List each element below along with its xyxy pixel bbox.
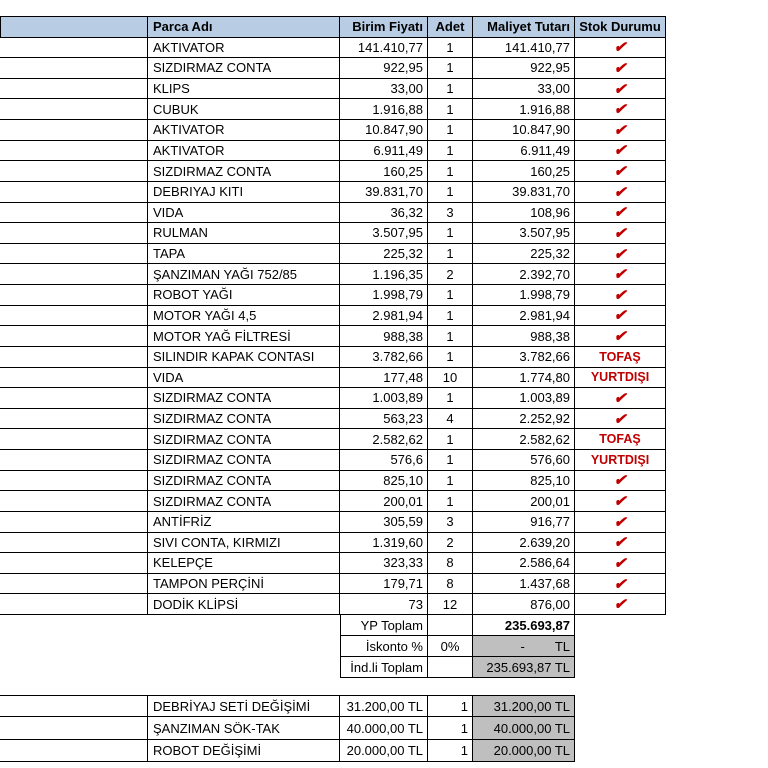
labor-quantity-cell[interactable]: 1 — [428, 695, 473, 717]
cost-total-cell[interactable]: 1.916,88 — [473, 99, 575, 120]
stock-status-cell[interactable]: ✔ — [575, 141, 666, 162]
labor-row — [0, 695, 576, 717]
part-name-cell[interactable]: SILINDIR KAPAK CONTASI — [148, 347, 340, 368]
row-empty-cell[interactable] — [0, 38, 148, 59]
stock-status-cell[interactable]: ✔ — [575, 594, 666, 615]
unit-price-cell[interactable]: 177,48 — [340, 368, 428, 389]
summary-row-iskonto — [340, 636, 576, 657]
row-empty-cell[interactable] — [0, 450, 148, 471]
row-empty-cell[interactable] — [0, 99, 148, 120]
row-empty-cell[interactable] — [0, 306, 148, 327]
stock-status-cell[interactable]: ✔ — [575, 203, 666, 224]
unit-price-cell[interactable]: 2.582,62 — [340, 429, 428, 450]
row-empty-cell[interactable] — [0, 409, 148, 430]
stock-status-cell[interactable]: ✔ — [575, 120, 666, 141]
summary-row-indli-toplam — [340, 657, 576, 678]
quantity-cell[interactable]: 3 — [428, 512, 473, 533]
cost-total-cell[interactable]: 200,01 — [473, 491, 575, 512]
quantity-cell[interactable]: 1 — [428, 79, 473, 100]
table-row — [0, 79, 666, 100]
unit-price-cell[interactable]: 1.998,79 — [340, 285, 428, 306]
table-row — [0, 38, 666, 59]
row-empty-cell[interactable] — [0, 326, 148, 347]
part-name-cell[interactable]: TAMPON PERÇİNİ — [148, 574, 340, 595]
unit-price-cell[interactable]: 3.782,66 — [340, 347, 428, 368]
yp-toplam-value[interactable]: 235.693,87 — [473, 615, 575, 636]
stock-status-cell[interactable]: ✔ — [575, 491, 666, 512]
quantity-cell[interactable]: 1 — [428, 161, 473, 182]
part-name-cell[interactable]: ANTİFRİZ — [148, 512, 340, 533]
quantity-cell[interactable]: 1 — [428, 429, 473, 450]
row-empty-cell[interactable] — [0, 388, 148, 409]
labor-row — [0, 717, 576, 739]
labor-unit-price-cell[interactable]: 20.000,00 TL — [340, 740, 428, 762]
part-name-cell[interactable]: DODİK KLİPSİ — [148, 594, 340, 615]
table-row — [0, 120, 666, 141]
quantity-cell[interactable]: 1 — [428, 120, 473, 141]
stock-status-cell[interactable]: ✔ — [575, 264, 666, 285]
row-empty-cell[interactable] — [0, 141, 148, 162]
table-row — [0, 368, 666, 389]
stock-status-cell[interactable]: ✔ — [575, 512, 666, 533]
iskonto-percent[interactable]: 0% — [428, 636, 473, 657]
cost-total-cell[interactable]: 33,00 — [473, 79, 575, 100]
cost-total-cell[interactable]: 108,96 — [473, 203, 575, 224]
cost-total-cell[interactable]: 1.003,89 — [473, 388, 575, 409]
table-row — [0, 347, 666, 368]
yp-toplam-qty-cell[interactable] — [428, 615, 473, 636]
stock-status-cell[interactable]: ✔ — [575, 533, 666, 554]
part-name-cell[interactable]: DEBRIYAJ KITI — [148, 182, 340, 203]
stock-status-cell[interactable]: YURTDIŞI — [575, 450, 666, 471]
row-empty-cell[interactable] — [0, 285, 148, 306]
labor-total-cell[interactable]: 20.000,00 TL — [473, 740, 575, 762]
unit-price-cell[interactable]: 323,33 — [340, 553, 428, 574]
table-row — [0, 450, 666, 471]
stock-status-cell[interactable]: ✔ — [575, 574, 666, 595]
part-name-cell[interactable]: VIDA — [148, 368, 340, 389]
quantity-cell[interactable]: 1 — [428, 99, 473, 120]
row-empty-cell[interactable] — [0, 368, 148, 389]
table-row — [0, 99, 666, 120]
table-row — [0, 574, 666, 595]
table-row — [0, 244, 666, 265]
part-name-cell[interactable]: SIVI CONTA, KIRMIZI — [148, 533, 340, 554]
unit-price-cell[interactable]: 3.507,95 — [340, 223, 428, 244]
unit-price-cell[interactable]: 225,32 — [340, 244, 428, 265]
row-empty-cell[interactable] — [0, 429, 148, 450]
table-body — [0, 38, 666, 616]
part-name-cell[interactable]: ŞANZIMAN YAĞI 752/85 — [148, 264, 340, 285]
part-name-cell[interactable]: CUBUK — [148, 99, 340, 120]
stock-status-cell[interactable]: ✔ — [575, 409, 666, 430]
cost-total-cell[interactable]: 576,60 — [473, 450, 575, 471]
header-cell-empty[interactable] — [0, 16, 148, 38]
unit-price-cell[interactable]: 2.981,94 — [340, 306, 428, 327]
part-name-cell[interactable]: ROBOT YAĞI — [148, 285, 340, 306]
row-empty-cell[interactable] — [0, 264, 148, 285]
labor-name-cell[interactable]: ROBOT DEĞİŞİMİ — [148, 740, 340, 762]
stock-status-cell[interactable]: ✔ — [575, 471, 666, 492]
stock-status-cell[interactable]: ✔ — [575, 182, 666, 203]
indli-toplam-label[interactable]: İnd.li Toplam — [340, 657, 428, 678]
quantity-cell[interactable]: 8 — [428, 574, 473, 595]
table-row — [0, 223, 666, 244]
cost-total-cell[interactable]: 39.831,70 — [473, 182, 575, 203]
labor-unit-price-cell[interactable]: 40.000,00 TL — [340, 717, 428, 739]
header-cell-stock-status[interactable]: Stok Durumu — [575, 16, 666, 38]
stock-status-cell[interactable]: ✔ — [575, 161, 666, 182]
part-name-cell[interactable]: KLIPS — [148, 79, 340, 100]
part-name-cell[interactable]: SIZDIRMAZ CONTA — [148, 409, 340, 430]
row-empty-cell[interactable] — [0, 120, 148, 141]
cost-total-cell[interactable]: 141.410,77 — [473, 38, 575, 59]
part-name-cell[interactable]: MOTOR YAĞ FİLTRESİ — [148, 326, 340, 347]
row-empty-cell[interactable] — [0, 223, 148, 244]
cost-total-cell[interactable]: 916,77 — [473, 512, 575, 533]
cost-total-cell[interactable]: 2.586,64 — [473, 553, 575, 574]
unit-price-cell[interactable]: 33,00 — [340, 79, 428, 100]
row-empty-cell[interactable] — [0, 244, 148, 265]
quantity-cell[interactable]: 1 — [428, 58, 473, 79]
unit-price-cell[interactable]: 10.847,90 — [340, 120, 428, 141]
part-name-cell[interactable]: SIZDIRMAZ CONTA — [148, 471, 340, 492]
quantity-cell[interactable]: 1 — [428, 38, 473, 59]
header-row — [0, 16, 666, 38]
quantity-cell[interactable]: 1 — [428, 326, 473, 347]
table-row — [0, 203, 666, 224]
cost-total-cell[interactable]: 922,95 — [473, 58, 575, 79]
cost-total-cell[interactable]: 1.437,68 — [473, 574, 575, 595]
iskonto-label[interactable]: İskonto % — [340, 636, 428, 657]
quantity-cell[interactable]: 1 — [428, 471, 473, 492]
cost-total-cell[interactable]: 1.998,79 — [473, 285, 575, 306]
stock-status-cell[interactable]: ✔ — [575, 38, 666, 59]
cost-total-cell[interactable]: 825,10 — [473, 471, 575, 492]
stock-status-cell[interactable]: ✔ — [575, 58, 666, 79]
stock-status-cell[interactable]: ✔ — [575, 553, 666, 574]
stock-status-cell[interactable]: TOFAŞ — [575, 429, 666, 450]
row-empty-cell[interactable] — [0, 347, 148, 368]
table-row — [0, 491, 666, 512]
part-name-cell[interactable]: TAPA — [148, 244, 340, 265]
quantity-cell[interactable]: 1 — [428, 491, 473, 512]
indli-toplam-qty-cell[interactable] — [428, 657, 473, 678]
table-row — [0, 182, 666, 203]
stock-status-cell[interactable]: TOFAŞ — [575, 347, 666, 368]
yp-toplam-label[interactable]: YP Toplam — [340, 615, 428, 636]
row-empty-cell[interactable] — [0, 553, 148, 574]
part-name-cell[interactable]: MOTOR YAĞI 4,5 — [148, 306, 340, 327]
labor-total-cell[interactable]: 31.200,00 TL — [473, 695, 575, 717]
labor-empty-cell[interactable] — [0, 717, 148, 739]
quantity-cell[interactable]: 10 — [428, 368, 473, 389]
stock-status-cell[interactable]: ✔ — [575, 326, 666, 347]
row-empty-cell[interactable] — [0, 58, 148, 79]
row-empty-cell[interactable] — [0, 594, 148, 615]
header-cell-part-name[interactable]: Parca Adı — [148, 16, 340, 38]
part-name-cell[interactable]: AKTIVATOR — [148, 38, 340, 59]
table-row — [0, 326, 666, 347]
cost-total-cell[interactable]: 3.782,66 — [473, 347, 575, 368]
quantity-cell[interactable]: 3 — [428, 203, 473, 224]
summary-row-yp-toplam — [340, 615, 576, 636]
iskonto-currency: TL — [554, 638, 570, 654]
unit-price-cell[interactable]: 73 — [340, 594, 428, 615]
part-name-cell[interactable]: VIDA — [148, 203, 340, 224]
unit-price-cell[interactable]: 39.831,70 — [340, 182, 428, 203]
cost-total-cell[interactable]: 2.252,92 — [473, 409, 575, 430]
unit-price-cell[interactable]: 36,32 — [340, 203, 428, 224]
part-name-cell[interactable]: AKTIVATOR — [148, 120, 340, 141]
stock-status-cell[interactable]: ✔ — [575, 79, 666, 100]
quantity-cell[interactable]: 1 — [428, 141, 473, 162]
stock-status-cell[interactable]: YURTDIŞI — [575, 368, 666, 389]
table-row — [0, 264, 666, 285]
table-row — [0, 285, 666, 306]
part-name-cell[interactable]: SIZDIRMAZ CONTA — [148, 388, 340, 409]
unit-price-cell[interactable]: 305,59 — [340, 512, 428, 533]
quantity-cell[interactable]: 8 — [428, 553, 473, 574]
part-name-cell[interactable]: SIZDIRMAZ CONTA — [148, 58, 340, 79]
stock-status-cell[interactable]: ✔ — [575, 244, 666, 265]
labor-empty-cell[interactable] — [0, 740, 148, 762]
unit-price-cell[interactable]: 179,71 — [340, 574, 428, 595]
labor-name-cell[interactable]: ŞANZIMAN SÖK-TAK — [148, 717, 340, 739]
unit-price-cell[interactable]: 1.319,60 — [340, 533, 428, 554]
labor-quantity-cell[interactable]: 1 — [428, 717, 473, 739]
row-empty-cell[interactable] — [0, 471, 148, 492]
stock-status-cell[interactable]: ✔ — [575, 285, 666, 306]
cost-total-cell[interactable]: 2.392,70 — [473, 264, 575, 285]
unit-price-cell[interactable]: 576,6 — [340, 450, 428, 471]
iskonto-dash: - — [520, 638, 525, 654]
quantity-cell[interactable]: 12 — [428, 594, 473, 615]
labor-table — [0, 695, 576, 762]
row-empty-cell[interactable] — [0, 512, 148, 533]
quantity-cell[interactable]: 1 — [428, 450, 473, 471]
cost-total-cell[interactable]: 988,38 — [473, 326, 575, 347]
unit-price-cell[interactable]: 563,23 — [340, 409, 428, 430]
quantity-cell[interactable]: 1 — [428, 182, 473, 203]
row-empty-cell[interactable] — [0, 574, 148, 595]
row-empty-cell[interactable] — [0, 182, 148, 203]
labor-name-cell[interactable]: DEBRİYAJ SETİ DEĞİŞİMİ — [148, 695, 340, 717]
unit-price-cell[interactable]: 160,25 — [340, 161, 428, 182]
cost-total-cell[interactable]: 1.774,80 — [473, 368, 575, 389]
unit-price-cell[interactable]: 1.916,88 — [340, 99, 428, 120]
summary-block — [340, 615, 576, 678]
header-cell-unit-price[interactable]: Birim Fiyatı — [340, 16, 428, 38]
quantity-cell[interactable]: 1 — [428, 223, 473, 244]
cost-total-cell[interactable]: 2.639,20 — [473, 533, 575, 554]
labor-unit-price-cell[interactable]: 31.200,00 TL — [340, 695, 428, 717]
table-row — [0, 161, 666, 182]
labor-row — [0, 740, 576, 762]
cost-total-cell[interactable]: 10.847,90 — [473, 120, 575, 141]
part-name-cell[interactable]: RULMAN — [148, 223, 340, 244]
row-empty-cell[interactable] — [0, 491, 148, 512]
table-row — [0, 471, 666, 492]
labor-empty-cell[interactable] — [0, 695, 148, 717]
unit-price-cell[interactable]: 922,95 — [340, 58, 428, 79]
part-name-cell[interactable]: AKTIVATOR — [148, 141, 340, 162]
table-row — [0, 533, 666, 554]
table-row — [0, 512, 666, 533]
table-row — [0, 409, 666, 430]
quantity-cell[interactable]: 2 — [428, 533, 473, 554]
row-empty-cell[interactable] — [0, 203, 148, 224]
unit-price-cell[interactable]: 1.003,89 — [340, 388, 428, 409]
indli-toplam-value[interactable]: 235.693,87 TL — [473, 657, 575, 678]
cost-total-cell[interactable]: 3.507,95 — [473, 223, 575, 244]
table-row — [0, 58, 666, 79]
cost-total-cell[interactable]: 160,25 — [473, 161, 575, 182]
stock-status-cell[interactable]: ✔ — [575, 388, 666, 409]
cost-total-cell[interactable]: 2.582,62 — [473, 429, 575, 450]
unit-price-cell[interactable]: 141.410,77 — [340, 38, 428, 59]
table-row — [0, 141, 666, 162]
labor-quantity-cell[interactable]: 1 — [428, 740, 473, 762]
table-row — [0, 388, 666, 409]
cost-total-cell[interactable]: 2.981,94 — [473, 306, 575, 327]
quantity-cell[interactable]: 1 — [428, 388, 473, 409]
parts-table — [0, 16, 666, 678]
cost-total-cell[interactable]: 6.911,49 — [473, 141, 575, 162]
part-name-cell[interactable]: SIZDIRMAZ CONTA — [148, 450, 340, 471]
table-row — [0, 306, 666, 327]
stock-status-cell[interactable]: ✔ — [575, 306, 666, 327]
unit-price-cell[interactable]: 988,38 — [340, 326, 428, 347]
row-empty-cell[interactable] — [0, 533, 148, 554]
stock-status-cell[interactable]: ✔ — [575, 99, 666, 120]
unit-price-cell[interactable]: 200,01 — [340, 491, 428, 512]
cost-total-cell[interactable]: 225,32 — [473, 244, 575, 265]
header-cell-quantity[interactable]: Adet — [428, 16, 473, 38]
row-empty-cell[interactable] — [0, 161, 148, 182]
quantity-cell[interactable]: 2 — [428, 264, 473, 285]
quantity-cell[interactable]: 1 — [428, 347, 473, 368]
iskonto-amount[interactable] — [473, 636, 575, 657]
quantity-cell[interactable]: 1 — [428, 244, 473, 265]
table-row — [0, 594, 666, 615]
unit-price-cell[interactable]: 825,10 — [340, 471, 428, 492]
part-name-cell[interactable]: KELEPÇE — [148, 553, 340, 574]
labor-total-cell[interactable]: 40.000,00 TL — [473, 717, 575, 739]
quantity-cell[interactable]: 4 — [428, 409, 473, 430]
part-name-cell[interactable]: SIZDIRMAZ CONTA — [148, 491, 340, 512]
header-cell-cost-total[interactable]: Maliyet Tutarı — [473, 16, 575, 38]
cost-total-cell[interactable]: 876,00 — [473, 594, 575, 615]
part-name-cell[interactable]: SIZDIRMAZ CONTA — [148, 429, 340, 450]
row-empty-cell[interactable] — [0, 79, 148, 100]
unit-price-cell[interactable]: 6.911,49 — [340, 141, 428, 162]
stock-status-cell[interactable]: ✔ — [575, 223, 666, 244]
unit-price-cell[interactable]: 1.196,35 — [340, 264, 428, 285]
table-row — [0, 429, 666, 450]
table-row — [0, 553, 666, 574]
part-name-cell[interactable]: SIZDIRMAZ CONTA — [148, 161, 340, 182]
quantity-cell[interactable]: 1 — [428, 285, 473, 306]
quantity-cell[interactable]: 1 — [428, 306, 473, 327]
